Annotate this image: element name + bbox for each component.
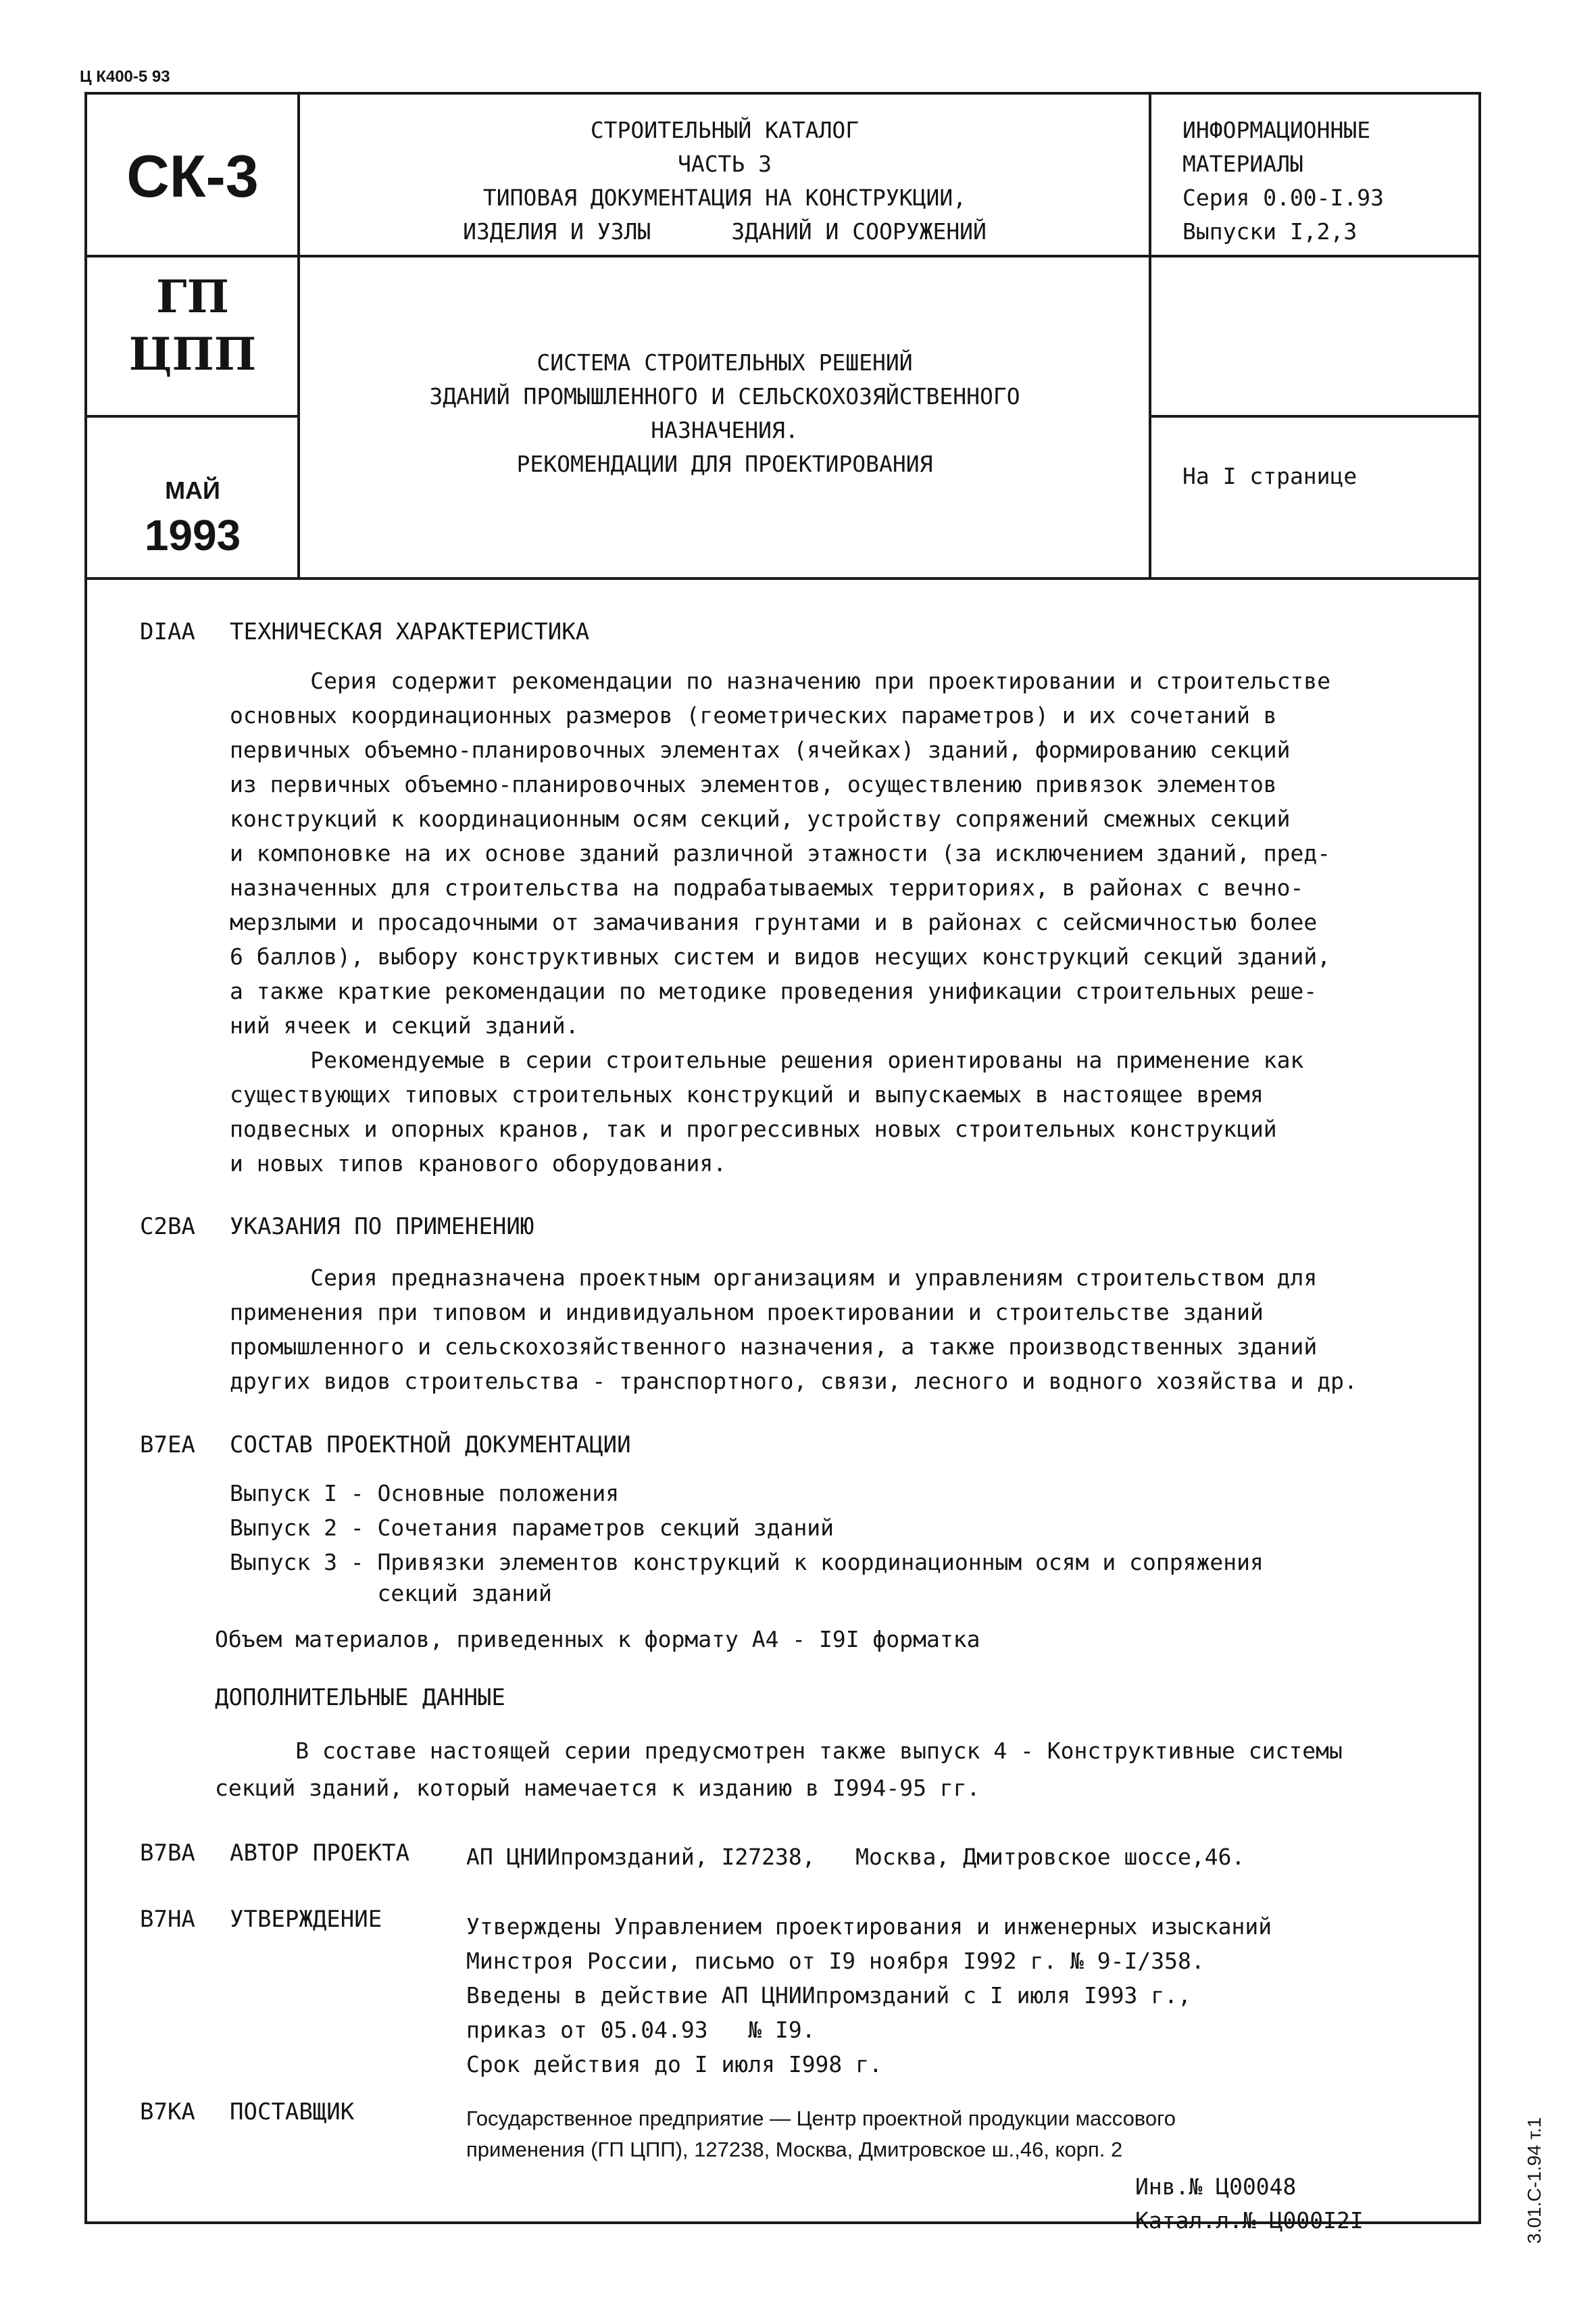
approval-line: Срок действия до I июля I998 г. [466,2051,882,2077]
paragraph-line: Серия предназначена проектным организациям и управлениям строительством для [230,1264,1318,1291]
catalog-line-4: ИЗДЕЛИЯ И УЗЛЫ ЗДАНИЙ И СООРУЖЕНИЙ [463,218,987,245]
section-code: B7HA [140,1906,195,1933]
paragraph-line: из первичных объемно-планировочных элементов, осуществлению привязок элементов [230,771,1277,797]
supplier-line: применения (ГП ЦПП), 127238, Москва, Дмитровское ш.,46, корп. 2 [466,2138,1123,2161]
paragraph-line: применения при типовом и индивидуальном проектировании и строительстве зданий [230,1299,1264,1325]
paragraph-line: других видов строительства - транспортного, связи, лесного и водного хозяйства и др. [230,1368,1357,1394]
approval-line: Утверждены Управлением проектирования и инженерных изысканий [466,1913,1272,1940]
section-title: ТЕХНИЧЕСКАЯ ХАРАКТЕРИСТИКА [230,618,590,645]
page-count: На I странице [1182,463,1357,489]
header-bottom-rule [84,577,1481,580]
section-code: DIAA [140,618,195,645]
paragraph-line: подвесных и опорных кранов, так и прогрессивных новых строительных конструкций [230,1116,1277,1142]
paragraph-line: 6 баллов), выбору конструктивных систем и видов несущих конструкций секций зданий, [230,943,1331,970]
section-code: B7EA [140,1431,195,1458]
catalog-line-1: СТРОИТЕЛЬНЫЙ КАТАЛОГ [590,117,859,143]
paragraph-line: и новых типов кранового оборудования. [230,1150,727,1177]
approval-line: приказ от 05.04.93 № I9. [466,2017,816,2043]
title-line-1: СИСТЕМА СТРОИТЕЛЬНЫХ РЕШЕНИЙ [537,349,913,376]
section-code: B7BA [140,1840,195,1867]
section-title: ПОСТАВЩИК [230,2098,355,2125]
org-code-gp: ГП [156,270,229,323]
paragraph-line: ний ячеек и секций зданий. [230,1012,579,1039]
document-code: Ц К400-5 93 [80,68,170,86]
info-line-2: МАТЕРИАЛЫ [1182,151,1303,177]
paragraph-line: основных координационных размеров (геометрических параметров) и их сочетаний в [230,702,1277,729]
supplier-line: Государственное предприятие — Центр проектной продукции массового [466,2107,1176,2130]
catalog-code: СК-3 [126,143,259,210]
paragraph-line: первичных объемно-планировочных элементах (ячейках) зданий, формированию секций [230,737,1291,763]
section-title: УТВЕРЖДЕНИЕ [230,1906,382,1933]
section-title: СОСТАВ ПРОЕКТНОЙ ДОКУМЕНТАЦИИ [230,1431,631,1458]
section-title: УКАЗАНИЯ ПО ПРИМЕНЕНИЮ [230,1213,534,1240]
issue-line: Выпуск 3 - Привязки элементов конструкций к координационным осям и сопряжения [230,1549,1264,1575]
title-line-3: НАЗНАЧЕНИЯ. [651,417,799,443]
header-rule-3 [1149,415,1481,418]
org-code-cpp: ЦПП [128,328,257,380]
paragraph-line: а также краткие рекомендации по методике проведения унификации строительных реше- [230,978,1318,1004]
issue-year: 1993 [144,511,241,560]
paragraph-line: мерзлыми и просадочными от замачивания грунтами и в районах с сейсмичностью более [230,909,1318,935]
title-line-2: ЗДАНИЙ ПРОМЫШЛЕННОГО И СЕЛЬСКОХОЗЯЙСТВЕННОГО [429,383,1020,410]
section-title: АВТОР ПРОЕКТА [230,1840,410,1867]
margin-code: 3.01.C-1.94 т.1 [1524,2117,1545,2244]
paragraph-line: промышленного и сельскохозяйственного назначения, а также производственных зданий [230,1333,1318,1360]
info-line-4: Выпуски I,2,3 [1182,218,1357,245]
section-code: B7KA [140,2098,195,2125]
inventory-number: Инв.№ Ц00048 [1135,2173,1297,2200]
catalog-line-3: ТИПОВАЯ ДОКУМЕНТАЦИЯ НА КОНСТРУКЦИИ, [482,184,967,211]
volume-line: Объем материалов, приведенных к формату А4 - I9I форматка [215,1626,980,1652]
header-divider-left [297,92,300,580]
info-line-1: ИНФОРМАЦИОННЫЕ [1182,117,1371,143]
section-title: ДОПОЛНИТЕЛЬНЫЕ ДАННЫЕ [215,1684,505,1711]
paragraph-line: назначенных для строительства на подрабатываемых территориях, в районах с вечно- [230,875,1304,901]
paragraph-line: В составе настоящей серии предусмотрен также выпуск 4 - Конструктивные системы [215,1738,1343,1764]
paragraph-line: и компоновке на их основе зданий различной этажности (за исключением зданий, пред- [230,840,1331,866]
issue-line: секций зданий [230,1580,552,1606]
issue-month: МАЙ [165,476,220,504]
approval-line: Введены в действие АП ЦНИИпромзданий с I июля I993 г., [466,1982,1191,2009]
issue-line: Выпуск 2 - Сочетания параметров секций зданий [230,1515,834,1541]
paragraph-line: Рекомендуемые в серии строительные решения ориентированы на применение как [230,1047,1304,1073]
paragraph-line: Серия содержит рекомендации по назначению при проектировании и строительстве [230,668,1331,694]
author-text: АП ЦНИИпромзданий, I27238, Москва, Дмитровское шоссе,46. [466,1844,1245,1870]
paragraph-line: секций зданий, который намечается к изданию в I994-95 гг. [215,1775,980,1801]
catalog-line-2: ЧАСТЬ 3 [677,151,772,177]
header-rule-2 [84,415,297,418]
approval-line: Минстроя России, письмо от I9 ноября I992 г. № 9-I/358. [466,1948,1205,1974]
section-code: C2BA [140,1213,195,1240]
header-rule-1 [84,255,1481,257]
paragraph-line: существующих типовых строительных конструкций и выпускаемых в настоящее время [230,1081,1264,1108]
title-line-4: РЕКОМЕНДАЦИИ ДЛЯ ПРОЕКТИРОВАНИЯ [516,451,933,477]
issue-line: Выпуск I - Основные положения [230,1480,620,1506]
header-divider-right [1149,92,1151,580]
catalog-sheet-number: Катал.л.№ Ц000I2I [1135,2207,1364,2234]
info-line-3: Серия 0.00-I.93 [1182,184,1385,211]
paragraph-line: конструкций к координационным осям секций, устройству сопряжений смежных секций [230,806,1291,832]
